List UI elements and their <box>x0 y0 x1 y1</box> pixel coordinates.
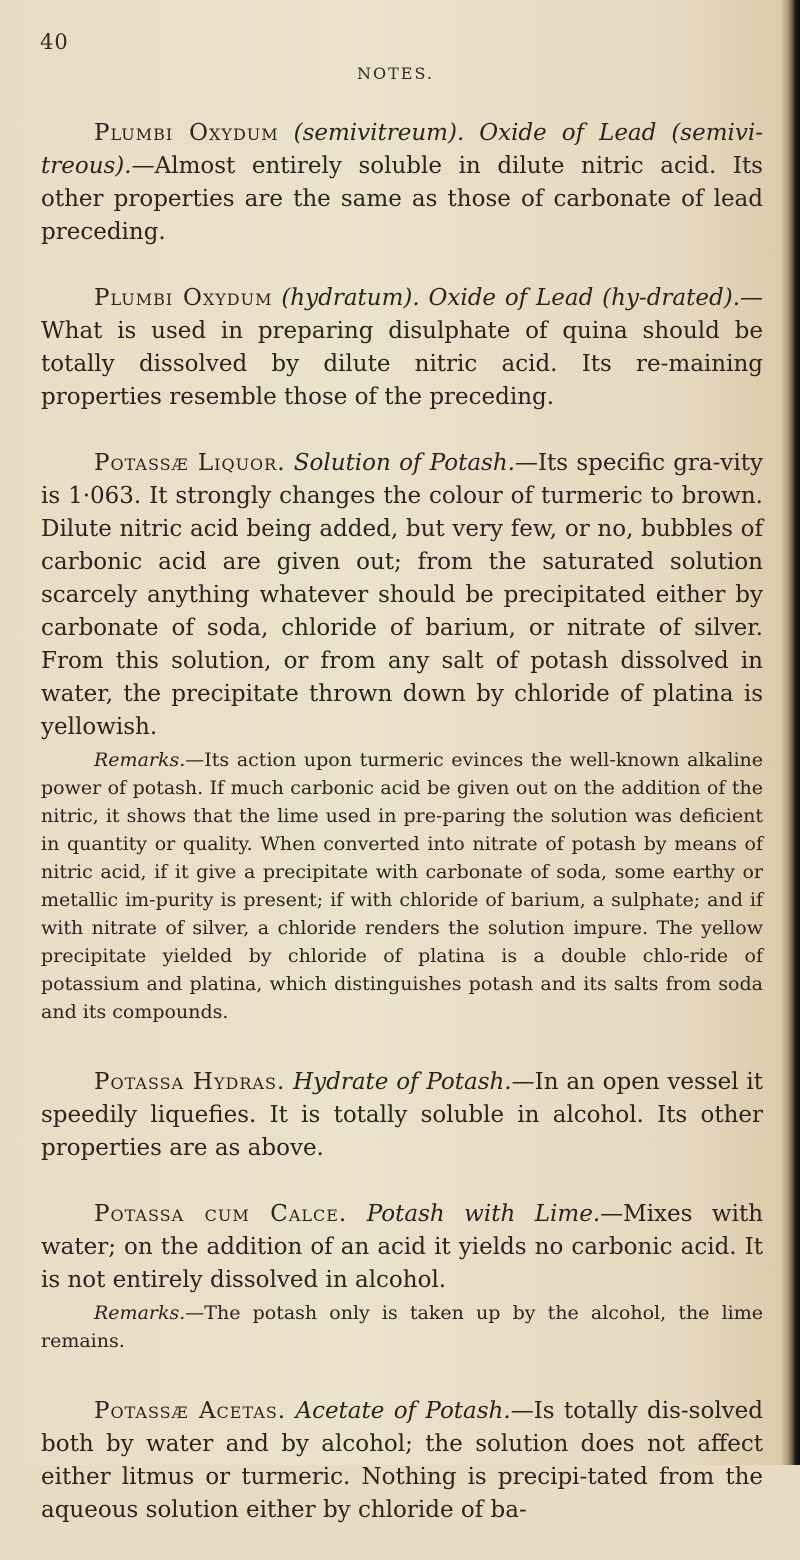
entry-name: Potassæ Acetas. <box>94 1398 287 1424</box>
remarks-label: Remarks. <box>94 1302 186 1324</box>
entry-text: —Is totally dis-solved both by water and by alcohol; the solution does not affect either litmus or turmeric. Nothing is precipi-tated from the aqueous solution either by chloride of ba- <box>41 1398 763 1523</box>
running-head: NOTES. <box>357 64 434 83</box>
entry-english: Oxide of Lead (hy-drated). <box>428 285 741 311</box>
page-number: 40 <box>40 30 69 54</box>
entry-plumbi-oxydum-semivitreum <box>41 117 763 249</box>
page-edge-shadow <box>782 0 800 1465</box>
entry-potassa-hydras <box>41 1066 763 1165</box>
entry-latin: (semivitreum). <box>293 120 465 146</box>
entry-plumbi-oxydum-hydratum <box>41 282 763 414</box>
entry-name: Potassæ Liquor. <box>94 450 286 476</box>
entry-text: —Its specific gra-vity is 1·063. It strongly changes the colour of turmeric to brown. Dilute nitric acid being added, but very few, or no, bubbles of carbonic acid are given out; from the saturated solution scarcely anything whatever should be precipitated either by carbonate of soda, chloride of barium, or nitrate of silver. From this solution, or from any salt of potash dissolved in water, the precipitate thrown down by chloride of platina is yellowish. <box>41 450 763 740</box>
entry-name: Plumbi Oxydum <box>94 120 279 146</box>
entry-potassae-acetas <box>41 1395 763 1527</box>
page-content <box>41 117 763 1560</box>
remarks-text: —Its action upon turmeric evinces the well-known alkaline power of potash. If much carbonic acid be given out on the addition of the nitric, it shows that the lime used in pre-paring the solution was deficient in quantity or quality. When converted into nitrate of potash by means of nitric acid, if it give a precipitate with carbonate of soda, some earthy or metallic im-purity is present; if with chloride of barium, a sulphate; and if with nitrate of silver, a chloride renders the solution impure. The yellow precipitate yielded by chloride of platina is a double chlo-ride of potassium and platina, which distinguishes potash and its salts from soda and its compounds. <box>41 749 763 1023</box>
entry-text: —Almost entirely soluble in dilute nitric acid. Its other properties are the same as those of carbonate of lead preceding. <box>41 153 763 245</box>
remarks-text: —The potash only is taken up by the alcohol, the lime remains. <box>41 1302 763 1352</box>
entry-name: Plumbi Oxydum <box>94 285 273 311</box>
entry-text: —In an open vessel it speedily liquefies. It is totally soluble in alcohol. Its other properties are as above. <box>41 1069 763 1161</box>
entry-name: Potassa cum Calce. <box>94 1201 348 1227</box>
entry-english: Acetate of Potash. <box>295 1398 511 1424</box>
entry-name: Potassa Hydras. <box>94 1069 286 1095</box>
remarks-potassa-cum-calce <box>41 1299 763 1355</box>
entry-potassa-cum-calce <box>41 1198 763 1297</box>
entry-english: Hydrate of Potash. <box>293 1069 512 1095</box>
entry-potassae-liquor <box>41 447 763 744</box>
entry-english: Oxide of Lead (semivi-treous). <box>41 120 764 179</box>
entry-text: —What is used in preparing disulphate of quina should be totally dissolved by dilute nitric acid. Its re-maining properties resemble those of the preceding. <box>41 285 764 410</box>
entry-english: Potash with Lime. <box>366 1201 601 1227</box>
remarks-potassae-liquor <box>41 746 763 1026</box>
entry-text: —Mixes with water; on the addition of an acid it yields no carbonic acid. It is not entirely dissolved in alcohol. <box>41 1201 764 1293</box>
entry-latin: (hydratum). <box>281 285 420 311</box>
entry-english: Solution of Potash. <box>293 450 515 476</box>
remarks-label: Remarks. <box>94 749 186 771</box>
